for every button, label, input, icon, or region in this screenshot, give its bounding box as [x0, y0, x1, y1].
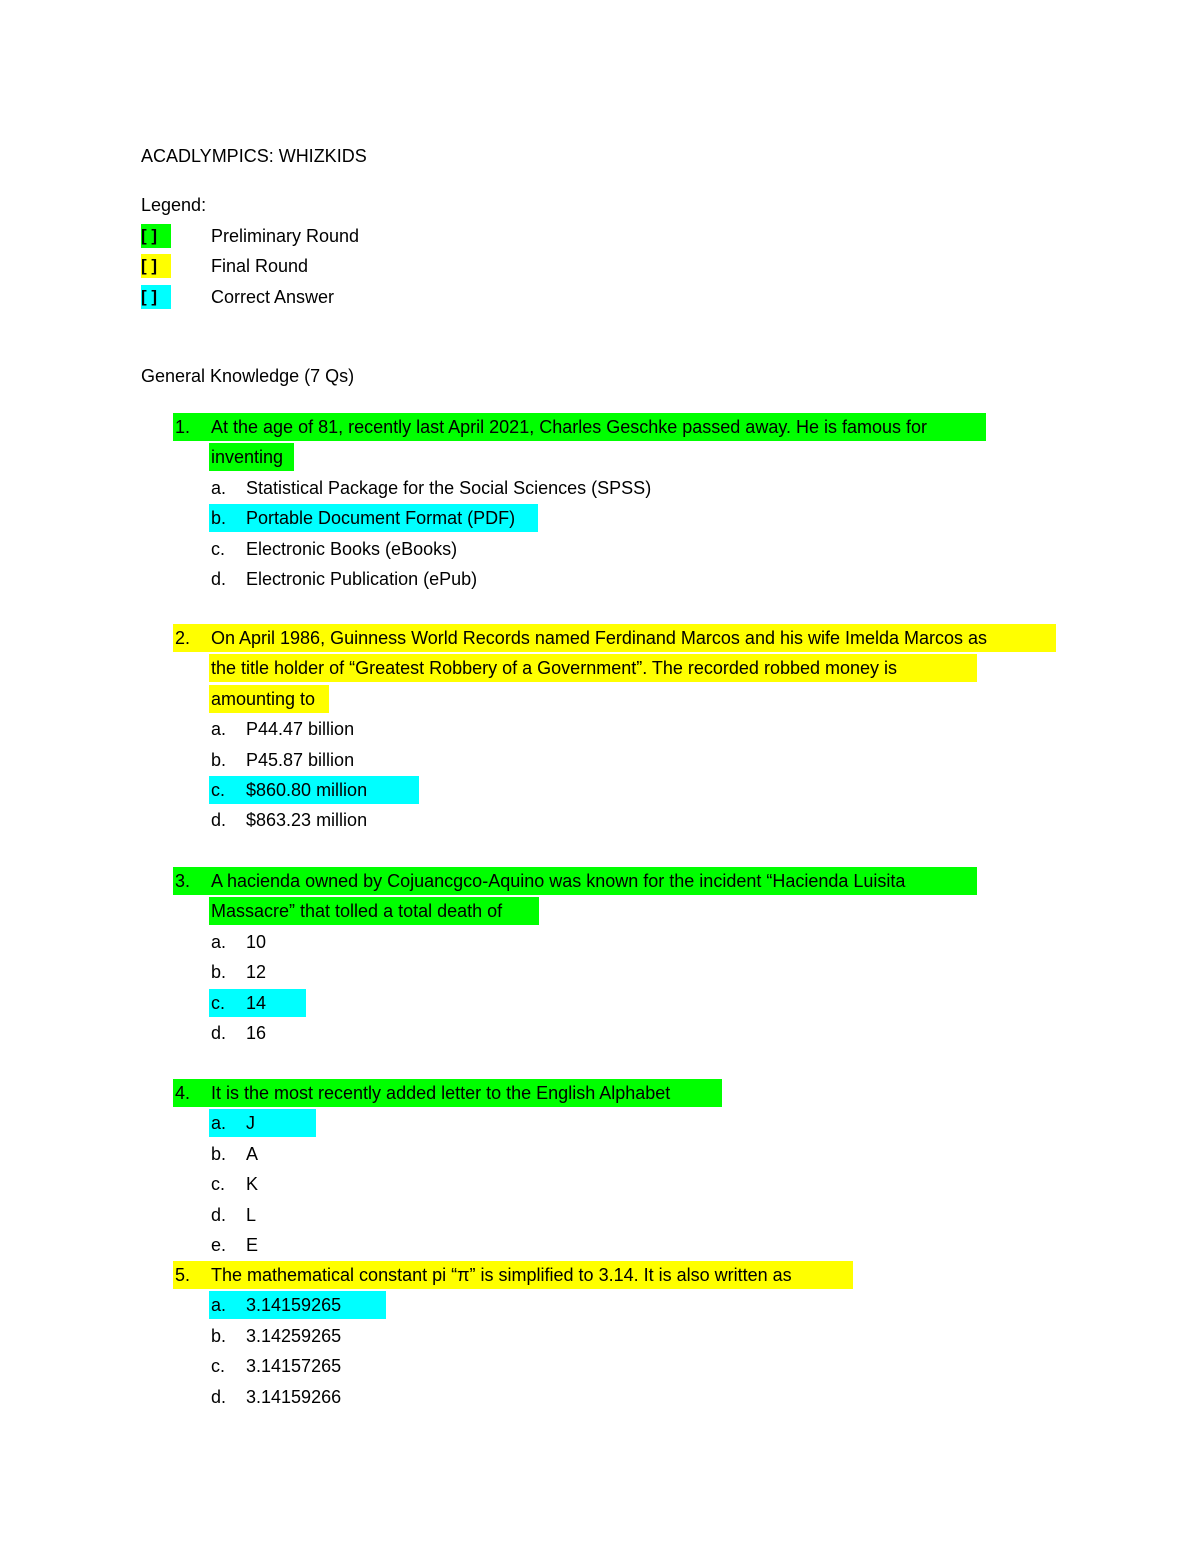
option-letter: d. [211, 1386, 227, 1407]
option-letter: b. [211, 1325, 227, 1346]
option-letter: a. [211, 1113, 227, 1134]
option-text: A [246, 1143, 259, 1164]
option-letter: a. [211, 1295, 227, 1316]
option-letter: d. [211, 1023, 227, 1043]
option-text: Electronic Books (eBooks) [246, 538, 458, 559]
question-number: 2. [175, 628, 191, 648]
option-text: Statistical Package for the Social Sciences (SPSS) [246, 477, 652, 498]
question-number: 1. [175, 417, 191, 437]
option-text: 3.14157265 [246, 1356, 342, 1377]
option-letter: a. [211, 931, 227, 952]
option-text: 14 [246, 992, 267, 1013]
option-letter: d. [211, 810, 227, 831]
legend-label-preliminary: Preliminary Round [211, 226, 360, 246]
option-text: 3.14159265 [246, 1295, 342, 1316]
question-text: A hacienda owned by Cojuancgco-Aquino was known for the incident “Hacienda Luisita [211, 871, 906, 891]
question-text: the title holder of “Greatest Robbery of a Government”. The recorded robbed money is [211, 658, 898, 679]
option-letter: a. [211, 477, 227, 498]
option-text: J [246, 1113, 255, 1134]
question-number: 4. [175, 1083, 191, 1103]
option-text: 3.14259265 [246, 1325, 342, 1346]
option-text: $863.23 million [246, 810, 368, 831]
question-text: amounting to [211, 688, 316, 709]
option-text: $860.80 million [246, 780, 368, 800]
option-text: Electronic Publication (ePub) [246, 569, 478, 589]
section-heading: General Knowledge (7 Qs) [141, 366, 355, 386]
legend-box-correct: [ ] [141, 285, 171, 309]
option-text: 10 [246, 931, 267, 952]
option-letter: c. [211, 780, 226, 800]
legend-label-final: Final Round [211, 256, 309, 276]
option-letter: a. [211, 719, 227, 740]
question-number: 5. [175, 1265, 191, 1285]
option-letter: d. [211, 569, 227, 589]
document-title: ACADLYMPICS: WHIZKIDS [141, 146, 367, 166]
option-letter: c. [211, 538, 226, 559]
legend-label-correct: Correct Answer [211, 287, 335, 307]
option-text: P44.47 billion [246, 719, 355, 740]
question-text: inventing [211, 447, 284, 468]
question-text: It is the most recently added letter to the English Alphabet [211, 1083, 671, 1103]
legend-box-preliminary: [ ] [141, 224, 171, 248]
option-text: Portable Document Format (PDF) [246, 508, 516, 529]
question-text: The mathematical constant pi “π” is simplified to 3.14. It is also written as [211, 1265, 792, 1285]
question-text: On April 1986, Guinness World Records named Ferdinand Marcos and his wife Imelda Marcos as [211, 628, 988, 648]
question-text: Massacre” that tolled a total death of [211, 901, 503, 922]
option-text: E [246, 1235, 259, 1255]
option-letter: c. [211, 1174, 226, 1195]
option-text: 3.14159266 [246, 1386, 342, 1407]
option-text: L [246, 1204, 257, 1225]
question-number: 3. [175, 871, 191, 891]
option-letter: b. [211, 508, 227, 529]
option-letter: b. [211, 1143, 227, 1164]
option-text: 16 [246, 1023, 267, 1043]
option-text: K [246, 1174, 259, 1195]
legend-heading: Legend: [141, 195, 207, 215]
option-letter: c. [211, 992, 226, 1013]
legend-box-final: [ ] [141, 254, 171, 278]
option-letter: d. [211, 1204, 227, 1225]
option-letter: b. [211, 749, 227, 770]
option-letter: c. [211, 1356, 226, 1377]
option-letter: e. [211, 1235, 227, 1255]
option-letter: b. [211, 962, 227, 983]
option-text: P45.87 billion [246, 749, 355, 770]
option-text: 12 [246, 962, 267, 983]
question-text: At the age of 81, recently last April 2021, Charles Geschke passed away. He is famous for [211, 417, 928, 437]
